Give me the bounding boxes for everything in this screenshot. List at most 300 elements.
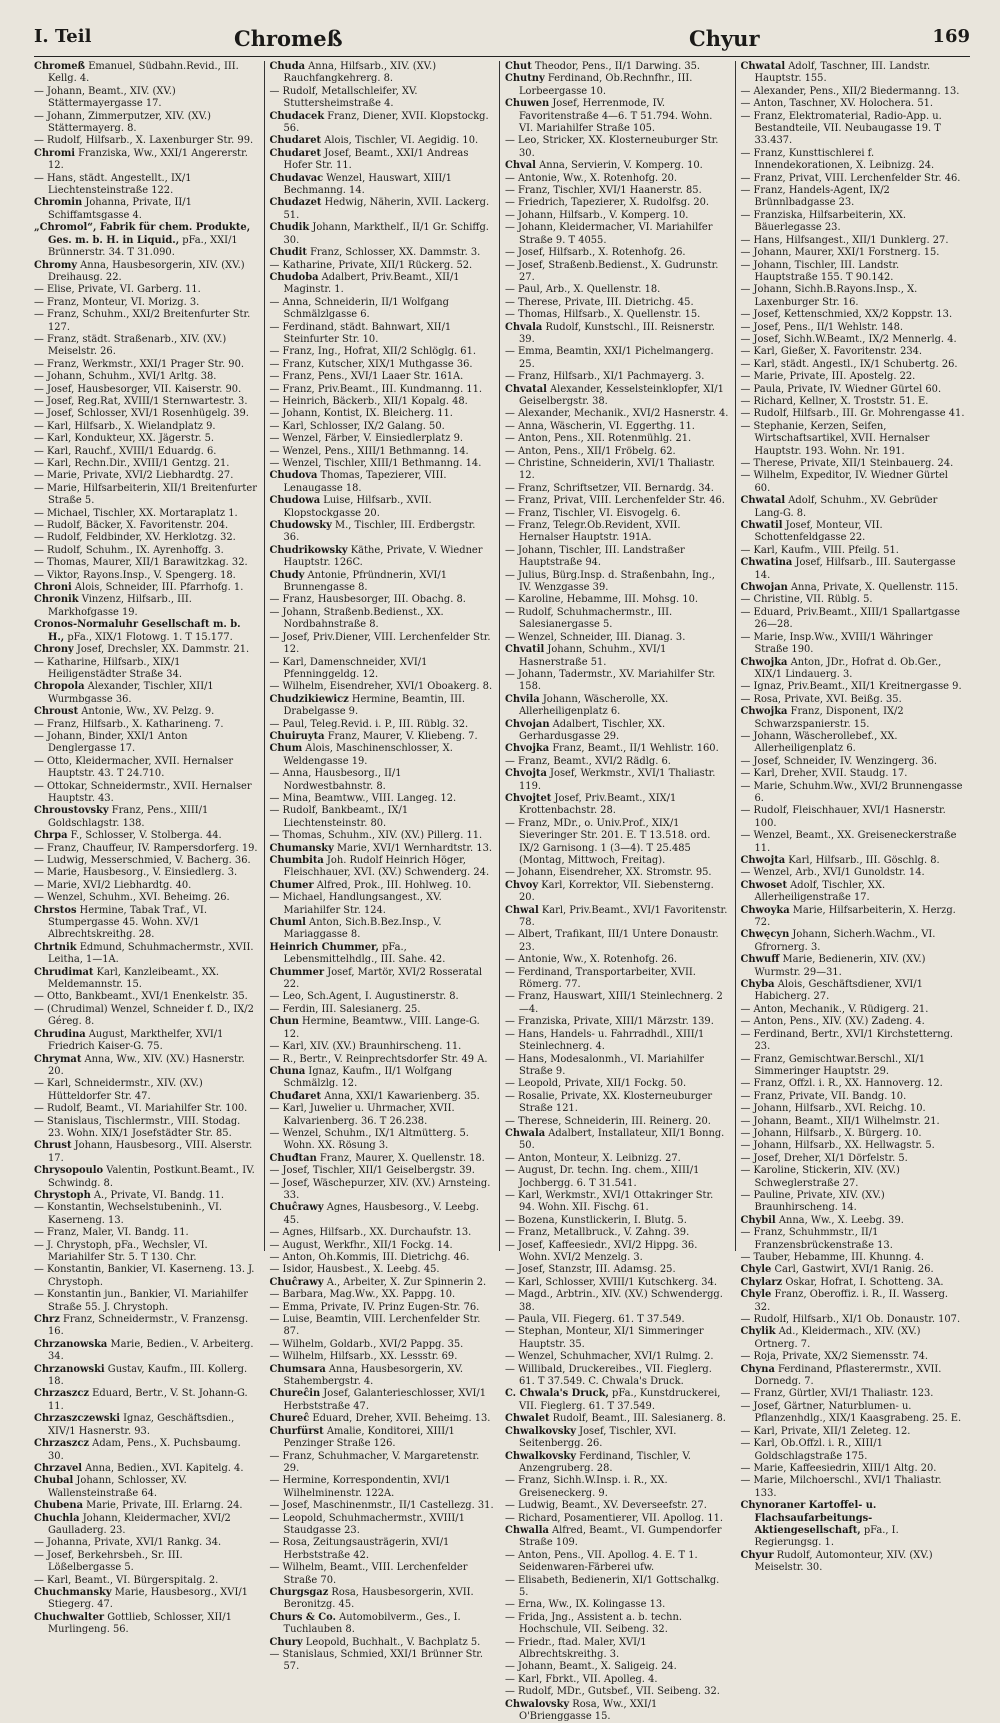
entry-details: — Anton, Monteur, X. Leibnizg. 27. — [505, 1152, 681, 1164]
directory-entry — [34, 148, 259, 173]
entry-details: — Leo, Stricker, XX. Klosterneuburger Str. 30. — [505, 135, 719, 159]
directory-entry — [270, 681, 495, 693]
entry-details: — Josef, Gärtner, Naturblumen- u. Pflanzenhdlg., XIX/1 Kaasgrabeng. 25. E. — [740, 1400, 962, 1425]
directory-entry — [505, 880, 730, 905]
entry-details: — Franz, Chauffeur, IV. Rampersdorferg. 19. — [34, 842, 258, 854]
entry-details: — Richard, Posamentierer, VII. Apollog. 11. — [505, 1512, 724, 1524]
entry-surname: Chudoba — [269, 271, 319, 283]
entry-details: — Rudolf, MDr., Gutsbef., VII. Seibeng. 32. — [505, 1686, 720, 1698]
entry-details: — Johann, Hilfsarb., XVI. Reichg. 10. — [740, 1103, 926, 1115]
entry-details: — Therese, Schneiderin, III. Reinerg. 20. — [505, 1115, 711, 1127]
directory-entry — [505, 1016, 730, 1028]
directory-entry — [270, 768, 495, 793]
directory-entry — [505, 1029, 730, 1054]
directory-entry — [34, 1537, 259, 1549]
directory-entry — [270, 855, 495, 880]
directory-entry — [270, 967, 495, 992]
entry-details: — Johann, Hilfsarb., V. Komperg. 10. — [505, 209, 689, 221]
entry-details: — Paula, Private, IV. Wiedner Gürtel 60. — [740, 383, 942, 395]
entry-details: Anton, JDr., Hofrat d. Ob.Ger., XIX/1 Lindauerg. 3. — [754, 656, 942, 680]
entry-details: — Josef, Reg.Rat, XVIII/1 Sternwartestr. 3. — [34, 395, 248, 407]
directory-entry — [741, 1314, 966, 1326]
entry-details: — Konstantin, Bankier, VI. Kaserneng. 13. J. Chrystoph. — [34, 1264, 255, 1288]
entry-details: Franz, Schneidermstr., V. Franzensg. 16. — [48, 1314, 249, 1338]
entry-details: — Karl, Hilfsarb., X. Wielandplatz 9. — [34, 420, 216, 432]
directory-entry — [741, 86, 966, 98]
entry-surname: Chrz — [34, 1314, 60, 1326]
directory-entry — [741, 1289, 966, 1314]
entry-surname: Chwuff — [740, 954, 780, 966]
directory-entry — [270, 1388, 495, 1413]
entry-details: Marie, Bedien., V. Arbeiterg. 34. — [48, 1338, 254, 1363]
entry-surname: Chureĉin — [269, 1388, 321, 1400]
entry-details: Antonie, Pfründnerin, XVI/1 Brunnengasse 8. — [283, 569, 448, 594]
directory-entry — [505, 408, 730, 420]
entry-details: Johann, Wäscherolle, XX. Allerheiligenplatz 6. — [519, 693, 669, 718]
entry-details: — Karl, Fbrkt., VII. Apolleg. 4. — [505, 1673, 658, 1685]
entry-details: — Pauline, Private, XIV. (XV.) Braunhirscheng. 14. — [740, 1189, 885, 1214]
directory-entry — [741, 1351, 966, 1363]
entry-details: — Willibald, Druckereibes., VII. Fieglerg. 61. T 37.549. C. Chwala's Druck. — [505, 1363, 712, 1388]
directory-entry — [270, 545, 495, 570]
entry-details: — Franz, Ing., Hofrat, XII/2 Schlöglg. 61. — [269, 346, 477, 358]
entry-details: — Josef, Schlosser, XVI/1 Rosenhügelg. 39. — [34, 408, 249, 420]
directory-entry — [505, 1674, 730, 1686]
directory-entry — [741, 260, 966, 285]
entry-surname: Chrpa — [34, 830, 68, 842]
entry-surname: Chum — [269, 743, 303, 755]
directory-entry — [270, 384, 495, 396]
entry-details: Ignaz, Kaufm., II/1 Wolfgang Schmälzlg. 12. — [283, 1065, 453, 1090]
entry-surname: Chyle — [740, 1264, 772, 1276]
directory-entry — [270, 1252, 495, 1264]
entry-details: — Franz, Tischler, VI. Eisvogelg. 6. — [505, 507, 681, 519]
directory-entry — [34, 1413, 259, 1438]
entry-details: — Erna, Ww., IX. Kolingasse 13. — [505, 1599, 666, 1611]
directory-entry — [34, 1364, 259, 1389]
entry-details: — Rudolf, Hilfsarb., III. Gr. Mohrengasse 41. — [740, 408, 965, 420]
directory-entry — [741, 607, 966, 632]
entry-details: Franziska, Ww., XXI/1 Angererstr. 12. — [48, 147, 248, 172]
directory-entry — [741, 545, 966, 557]
entry-surname: Chroni — [34, 582, 72, 594]
entry-details: — Hans, Hilfsangest., XII/1 Dunklerg. 27. — [740, 234, 949, 246]
directory-entry — [505, 1165, 730, 1190]
entry-details: — J. Chrystoph, pFa., Wechsler, VI. Mariahilfer Str. 5. T 130. Chr. — [34, 1239, 208, 1263]
directory-entry — [270, 86, 495, 111]
entry-details: — Johann, Eisendreher, XX. Stromstr. 95. — [505, 867, 712, 879]
directory-entry — [270, 446, 495, 458]
entry-details: Theodor, Pens., II/1 Darwing. 35. — [531, 61, 701, 72]
entry-details: — Hans, Modesalonmh., VI. Mariahilfer Straße 9. — [505, 1053, 704, 1077]
entry-surname: Chumansky — [269, 842, 334, 854]
entry-surname: Chwojka — [740, 706, 788, 718]
entry-details: Emanuel, Südbahn.Revid., III. Kellg. 4. — [48, 61, 239, 85]
entry-details: — Michael, Handlungsangest., XV. Mariahilfer Str. 124. — [269, 892, 442, 916]
entry-details: — Therese, Private, III. Dietrichg. 45. — [505, 296, 694, 308]
entry-details: — Stephan, Monteur, XI/1 Simmeringer Hauptstr. 35. — [505, 1326, 704, 1350]
entry-details: — Rudolf, Bäcker, X. Favoritenstr. 204. — [34, 520, 229, 532]
entry-details: — Franz, Tischler, XVI/1 Haanerstr. 85. — [505, 185, 702, 197]
entry-details: — Leopold, Private, XII/1 Fockg. 50. — [505, 1078, 687, 1090]
entry-details: — R., Bertr., V. Reinprechtsdorfer Str. 49 A. — [269, 1053, 488, 1065]
directory-entry — [505, 1153, 730, 1165]
entry-details: — Karl, Damenschneider, XVI/1 Pfenninggeldg. 12. — [269, 656, 428, 680]
entry-details: — Magd., Arbtrin., XIV. (XV.) Schwendergg. 38. — [505, 1289, 723, 1313]
entry-details: Adolf, Tischler, XX. Allerheiligenstraße 17. — [754, 879, 886, 904]
directory-entry — [270, 148, 495, 173]
directory-entry — [270, 1227, 495, 1239]
entry-details: Antonie, Ww., XV. Pelzg. 9. — [78, 706, 215, 718]
entry-surname: Chudova — [269, 470, 318, 482]
entry-surname: Chrzanowski — [34, 1363, 105, 1375]
entry-details: — Albert, Trafikant, III/1 Untere Donaustr. 23. — [505, 929, 719, 953]
entry-details: — Tauber, Hebamme, III. Khunng. 4. — [740, 1252, 924, 1263]
directory-entry — [34, 905, 259, 942]
entry-details: Alois, Schneider, III. Pfarrhofg. 1. — [71, 582, 244, 594]
directory-entry — [505, 260, 730, 285]
directory-entry — [741, 1252, 966, 1264]
entry-details: Rosa, Ww., XXI/1 O'Brienggasse 15. — [519, 1698, 658, 1723]
entry-details: — Franziska, Private, XIII/1 Märzstr. 139. — [505, 1016, 714, 1028]
directory-entry — [270, 1004, 495, 1016]
entry-details: Rosa, Hausbesorgerin, XVII. Beronitzg. 45. — [283, 1586, 474, 1611]
directory-entry — [34, 1029, 259, 1054]
entry-details: — Wenzel, Schuhm., IX/1 Altmütterg. 5. Wohn. XX. Rösung 3. — [269, 1127, 469, 1152]
directory-entry — [741, 1277, 966, 1289]
entry-surname: Chuml — [269, 917, 306, 929]
directory-entry — [505, 793, 730, 818]
entry-surname: Chutny — [505, 73, 545, 85]
directory-entry — [270, 880, 495, 892]
directory-entry — [505, 694, 730, 719]
entry-surname: Chynoraner Kartoffel- u. Flachsaufarbeitungs-Aktiengesellschaft, — [740, 1500, 877, 1536]
directory-entry — [34, 967, 259, 992]
directory-entry — [505, 173, 730, 185]
entry-details: — Johann, Beamt., XII/1 Wilhelmstr. 21. — [740, 1115, 940, 1127]
directory-entry — [270, 272, 495, 297]
directory-entry — [270, 1128, 495, 1153]
directory-entry — [505, 135, 730, 160]
directory-entry — [270, 520, 495, 545]
entry-details: Ignaz, Geschäftsdien., XIV/1 Hasnerstr. 93. — [48, 1413, 235, 1437]
entry-details: Josef, Galanterieschlosser, XVI/1 Herbststraße 47. — [283, 1388, 487, 1412]
directory-entry — [34, 371, 259, 383]
entry-details: — Johann, Binder, XXI/1 Anton Denglergasse 17. — [34, 730, 188, 755]
entry-details: Marie, XVI/1 Wernhardtstr. 13. — [333, 842, 493, 854]
directory-entry — [270, 1649, 495, 1674]
entry-details: A., Arbeiter, X. Zur Spinnerin 2. — [323, 1276, 487, 1288]
directory-entry — [505, 607, 730, 632]
directory-entry — [505, 1637, 730, 1662]
directory-entry — [34, 892, 259, 904]
directory-entry — [505, 247, 730, 259]
entry-details: Adalbert, Installateur, XII/1 Bonng. 50. — [519, 1127, 725, 1152]
directory-entry — [270, 1451, 495, 1476]
directory-entry — [270, 1103, 495, 1128]
directory-entry — [270, 359, 495, 371]
entry-details: — Marie, Private, III. Apostelg. 22. — [740, 371, 916, 383]
entry-surname: Chrzaszcz — [34, 1438, 90, 1450]
entry-details: — Heinrich, Bäckerb., XII/1 Kopalg. 48. — [269, 395, 468, 407]
entry-surname: Chwalkovsky — [505, 1450, 576, 1462]
directory-entry — [505, 1277, 730, 1289]
directory-entry — [34, 706, 259, 718]
entry-surname: Chvatal — [505, 383, 547, 395]
directory-entry — [505, 185, 730, 197]
entry-details: — Agnes, Hilfsarb., XX. Durchaufstr. 13. — [269, 1227, 472, 1239]
directory-entry — [741, 954, 966, 979]
entry-details: — Ignaz, Priv.Beamt., XII/1 Kreitnergasse 9. — [740, 681, 962, 693]
directory-entry — [270, 731, 495, 743]
entry-details: — Richard, Kellner, X. Troststr. 51. E. — [740, 395, 929, 407]
directory-entry — [34, 1500, 259, 1512]
entry-surname: Chyle — [740, 1289, 772, 1301]
directory-entry — [741, 1140, 966, 1152]
directory-entry — [741, 1475, 966, 1500]
entry-details: — Franz, Gemischtwar.Berschl., XI/1 Simmeringer Hauptstr. 29. — [740, 1053, 926, 1077]
entry-details: — Karl, Rechn.Dir., XVIII/1 Gentzg. 21. — [34, 458, 230, 469]
entry-details: — Wilhelm, Expeditor, IV. Wiedner Gürtel 60. — [740, 470, 948, 494]
entry-details: Eduard, Bertr., V. St. Johann-G. 11. — [48, 1388, 248, 1412]
directory-entry — [270, 222, 495, 247]
entry-surname: Chvojka — [505, 743, 550, 755]
entry-surname: Chwalla — [505, 1524, 549, 1536]
directory-entry — [34, 855, 259, 867]
entry-details: — Franz, Hilfsarb., XI/1 Pachmayerg. 3. — [505, 371, 705, 383]
directory-entry — [34, 396, 259, 408]
entry-details: — Wenzel, Schuhmacher, XVI/1 Rulmg. 2. — [505, 1351, 714, 1363]
entry-surname: Chudacek — [269, 110, 325, 122]
directory-entry — [34, 532, 259, 544]
entry-details: — Anton, Pens., XII/1 Fröbelg. 62. — [505, 445, 676, 457]
directory-entry — [270, 843, 495, 855]
entry-details: — Franz, Hilfsarb., X. Katharineng. 7. — [34, 718, 224, 730]
entry-surname: Chroustovsky — [34, 805, 109, 817]
entry-surname: Churgsgaz — [269, 1586, 329, 1598]
directory-entry — [741, 1426, 966, 1438]
directory-entry — [505, 1091, 730, 1116]
entry-details: Johann, Schuhm., XVI/1 Hasnerstraße 51. — [519, 644, 667, 668]
directory-entry — [270, 1612, 495, 1637]
directory-entry — [34, 1339, 259, 1364]
entry-details: — Rosalie, Private, XX. Klosterneuburger Straße 121. — [505, 1090, 713, 1115]
entry-surname: Chrzavel — [34, 1462, 83, 1474]
directory-entry — [505, 905, 730, 930]
directory-entry — [270, 197, 495, 222]
directory-entry — [505, 1054, 730, 1079]
entry-details: — Antonie, Ww., X. Rotenhofg. 26. — [505, 954, 678, 966]
directory-entry — [505, 768, 730, 793]
entry-details: — Johann, Hilfsarb., X. Bürgerg. 10. — [740, 1127, 922, 1139]
entry-surname: Chvala — [505, 321, 543, 333]
entry-details: — Emma, Beamtin, XXI/1 Pichelmangerg. 25. — [505, 346, 714, 370]
entry-details: — Johann, Tadermstr., XV. Mariahilfer Str. 158. — [505, 668, 716, 693]
entry-details: — Hermine, Korrespondentin, XVI/1 Wilhelminenstr. 122A. — [269, 1475, 451, 1499]
directory-entry — [34, 284, 259, 296]
directory-entry — [741, 1054, 966, 1079]
entry-details: — Christine, Schneiderin, XVI/1 Thaliastr. 12. — [505, 458, 715, 482]
entry-details: — Rudolf, Feldbinder, XV. Herklotzg. 32. — [34, 532, 236, 544]
directory-entry — [505, 1326, 730, 1351]
directory-entry — [741, 1116, 966, 1128]
entry-details: — Anton, Oh.Kommis, III. Dietrichg. 46. — [269, 1252, 470, 1263]
entry-surname: Chvila — [505, 693, 540, 705]
entry-details: Alois, Tischler, VI. Aegidig. 10. — [321, 135, 479, 147]
entry-details: Thomas, Tapezierer, VIII. Lenaugasse 18. — [283, 470, 447, 494]
directory-entry — [505, 520, 730, 545]
directory-entry — [741, 681, 966, 693]
entry-details: — Katharine, Hilfsarb., XIX/1 Heiligenstädter Straße 34. — [34, 656, 182, 680]
directory-entry — [741, 855, 966, 867]
entry-details: — Johann, Tischler, III. Landstraßer Hauptstraße 94. — [505, 544, 685, 569]
directory-entry — [270, 719, 495, 731]
entry-details: — Karl, Schneidermstr., XIV. (XV.) Hütteldorfer Str. 47. — [34, 1078, 203, 1102]
entry-surname: Chumer — [269, 879, 314, 891]
directory-entry — [34, 781, 259, 806]
directory-entry — [270, 433, 495, 445]
entry-surname: Chubena — [34, 1500, 83, 1512]
directory-entry — [505, 210, 730, 222]
entry-surname: Chwalovsky — [505, 1698, 570, 1710]
directory-entry — [34, 557, 259, 569]
entry-details: Anton, Sich.B.Bez.Insp., V. Mariaggasse 8. — [283, 917, 442, 941]
directory-entry — [34, 570, 259, 582]
entry-surname: Chury — [269, 1636, 303, 1648]
entry-details: — Katharine, Private, XII/1 Rückerg. 52. — [269, 259, 473, 271]
directory-entry — [741, 830, 966, 855]
entry-details: Ferdinand, Pflasterermstr., XVII. Dornedg. 7. — [754, 1363, 942, 1388]
directory-entry — [270, 421, 495, 433]
directory-entry — [34, 1165, 259, 1190]
entry-surname: Chrysopoulo — [34, 1165, 104, 1177]
entry-surname: Chudowsky — [269, 520, 332, 532]
entry-details: — Antonie, Ww., X. Rotenhofg. 20. — [505, 172, 678, 184]
directory-entry — [34, 1513, 259, 1538]
directory-entry — [741, 470, 966, 495]
entry-details: — Stanislaus, Tischlermstr., VIII. Stodag. 23. Wohn. XIX/1 Josefstädter Str. 85. — [34, 1115, 241, 1139]
directory-entry — [34, 545, 259, 557]
directory-entry — [741, 384, 966, 396]
directory-entry — [34, 1289, 259, 1314]
entry-surname: Chudowa — [269, 495, 321, 507]
directory-entry — [741, 111, 966, 148]
directory-entry — [270, 1513, 495, 1538]
directory-entry — [505, 284, 730, 296]
directory-entry — [741, 408, 966, 420]
entry-details: — Franz, Handels-Agent, IX/2 Brünnlbadgasse 23. — [740, 185, 890, 209]
directory-entry — [34, 657, 259, 682]
directory-entry — [505, 1128, 730, 1153]
entry-details: — Thomas, Maurer, XII/1 Barawitzkag. 32. — [34, 557, 248, 569]
entry-surname: Chumsara — [269, 1363, 326, 1375]
directory-entry — [34, 805, 259, 830]
directory-entry — [741, 1016, 966, 1028]
entry-surname: Chuiruyta — [269, 730, 325, 742]
entry-surname: Chval — [505, 160, 536, 172]
entry-surname: Chropola — [34, 681, 85, 693]
directory-entry — [34, 408, 259, 420]
entry-details: — Josef, Tischler, XII/1 Geiselbergstr. 39. — [269, 1165, 475, 1177]
entry-details: Alexander, Kesselsteinklopfer, XI/1 Geiselbergstr. 38. — [519, 383, 724, 407]
directory-entry — [505, 1612, 730, 1637]
entry-details: Marie, Bedienerin, XIV. (XV.) Wurmstr. 29—31. — [754, 954, 926, 978]
entry-details: — Rudolf, Metallschleifer, XV. Stuttersheimstraße 4. — [269, 85, 418, 110]
directory-entry — [741, 557, 966, 582]
entry-details: — Emma, Private, IV. Prinz Eugen-Str. 76. — [269, 1301, 480, 1313]
entry-details: Anna, Servierin, V. Komperg. 10. — [535, 160, 703, 172]
entry-details: — Johann, Schuhm., XVI/1 Arltg. 38. — [34, 371, 217, 383]
entry-details: — Rudolf, Hilfsarb., X. Laxenburger Str. 99. — [34, 135, 254, 147]
entry-details: — August, Werkfhr., XII/1 Fockg. 14. — [269, 1239, 453, 1251]
entry-details: Rudolf, Beamt., III. Salesianerg. 8. — [549, 1413, 726, 1425]
entry-details: — Anna, Schneiderin, II/1 Wolfgang Schmälzlgasse 6. — [269, 296, 449, 321]
entry-details: Franz, Pens., XIII/1 Goldschlagstr. 138. — [48, 805, 209, 829]
entry-surname: Chrtnik — [34, 941, 77, 953]
directory-entry — [34, 359, 259, 371]
entry-details: — Franz, Elektromaterial, Radio-App. u. Bestandteile, VII. Neubaugasse 19. T 33.437. — [740, 110, 942, 147]
directory-entry — [505, 61, 730, 73]
entry-details: Ad., Kleidermach., XIV. (XV.) Ortnerg. 7. — [754, 1326, 921, 1350]
entry-details: Anna, Ww., X. Leebg. 39. — [775, 1214, 904, 1226]
entry-surname: Chuĉrawy — [269, 1202, 324, 1214]
part-label: I. Teil — [34, 26, 92, 47]
entry-details: Hermine, Beamtww., VIII. Lange-G. 12. — [283, 1016, 480, 1040]
entry-surname: Chvojtet — [505, 792, 552, 804]
directory-entry — [270, 1587, 495, 1612]
entry-details: — Marie, Kaffeesiedrin, XIII/1 Altg. 20. — [740, 1462, 937, 1474]
entry-details: — Franz, Beamt., XVI/2 Rädlg. 6. — [505, 755, 671, 767]
entry-details: — Franz, Pens., XVI/1 Laaer Str. 161A. — [269, 371, 464, 383]
entry-details: Josef, Beamt., XXI/1 Andreas Hofer Str. 11. — [283, 147, 469, 172]
entry-details: Rudolf, Kunstschl., III. Reisnerstr. 39. — [519, 321, 715, 345]
entry-details: Käthe, Private, V. Wiedner Hauptstr. 126C. — [283, 544, 483, 569]
directory-entry — [34, 1116, 259, 1141]
entry-surname: Cronos-Normaluhr Gesellschaft m. b. H., — [34, 619, 241, 643]
directory-entry — [741, 1103, 966, 1115]
entry-surname: Chuchwalter — [34, 1611, 105, 1623]
entry-details: — Marie, Schuhm.Ww., XVI/2 Brunnengasse 6. — [740, 780, 963, 804]
entry-details: — Ferdin, III. Salesianerg. 25. — [269, 1003, 421, 1015]
directory-entry — [505, 433, 730, 445]
entry-details: — Josef, Stanzstr, III. Adamsg. 25. — [505, 1264, 676, 1276]
entry-surname: Chwalet — [505, 1413, 550, 1425]
entry-surname: Chummer — [269, 966, 325, 978]
directory-entry — [741, 148, 966, 173]
directory-entry — [505, 1264, 730, 1276]
entry-details: Anna, Hausbesorgerin, XV. Stahembergstr. 4. — [283, 1363, 463, 1388]
directory-entry — [34, 991, 259, 1003]
directory-entry — [34, 197, 259, 222]
directory-entry — [741, 371, 966, 383]
directory-entry — [741, 421, 966, 458]
entry-details: Johann, Kleidermacher, XVI/2 Gaulladerg. 23. — [48, 1512, 231, 1536]
directory-entry — [505, 1078, 730, 1090]
entry-surname: Chwatil — [740, 520, 783, 532]
directory-entry — [505, 98, 730, 135]
directory-entry — [505, 1426, 730, 1451]
entry-details: — Franz, Kutscher, XIX/1 Muthgasse 36. — [269, 358, 473, 370]
directory-entry — [741, 1029, 966, 1054]
entry-surname: Chylik — [740, 1326, 776, 1338]
directory-entry — [505, 594, 730, 606]
entry-details: — Marie, Insp.Ww., XVIII/1 Währinger Straße 190. — [740, 631, 933, 656]
entry-surname: Chromeß — [34, 61, 86, 72]
entry-details: Franz, Schlosser, XX. Dammstr. 3. — [306, 247, 481, 259]
directory-entry — [270, 942, 495, 967]
directory-entry — [270, 632, 495, 657]
directory-entry — [741, 458, 966, 470]
